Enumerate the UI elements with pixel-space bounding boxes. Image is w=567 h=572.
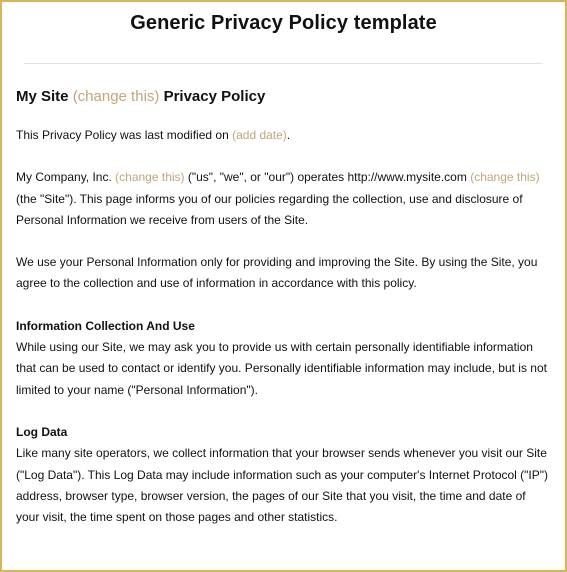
intro-company-placeholder: (change this) [115,170,185,185]
section-title-information-collection: Information Collection And Use [16,318,195,333]
document-title: Generic Privacy Policy template [130,12,437,34]
section-body-information-collection: While using our Site, we may ask you to provide us with certain personally identifiable information that can be used to contact or identify you. Personally identifiable information may include, but is not limited to your name ("Personal Information"). [16,340,547,397]
intro-operates: ("us", "we", or "our") operates http://www.mysite.com [187,170,467,185]
section-title-log-data: Log Data [16,424,68,439]
last-modified-date-placeholder: (add date) [232,128,287,142]
intro-company: My Company, Inc. [16,170,112,185]
policy-heading-suffix: Privacy Policy [163,88,266,105]
policy-heading-placeholder: (change this) [72,88,160,105]
usage-paragraph: We use your Personal Information only for providing and improving the Site. By using the Site, you agree to the collection and use of information in accordance with this policy. [16,255,538,291]
last-modified-text: This Privacy Policy was last modified on [16,128,229,142]
section-body-log-data: Like many site operators, we collect information that your browser sends whenever you visit our Site ("Log Data"). This Log Data may include information such as your computer's Internet Protocol ("IP") address, browser type, browser version, the pages of our Site that you visit, the time and date of your visit, the time spent on those pages and other statistics. [16,446,549,525]
intro-url-placeholder: (change this) [470,170,540,185]
policy-content [16,86,550,549]
title-divider [24,63,543,64]
policy-heading-site: My Site [16,88,69,105]
intro-paragraph [16,167,550,231]
intro-rest: (the "Site"). This page informs you of our policies regarding the collection, use and disclosure of Personal Information we receive from users of the Site. [16,191,523,227]
policy-heading [16,86,550,108]
last-modified-paragraph [16,125,550,146]
last-modified-period: . [286,128,291,142]
